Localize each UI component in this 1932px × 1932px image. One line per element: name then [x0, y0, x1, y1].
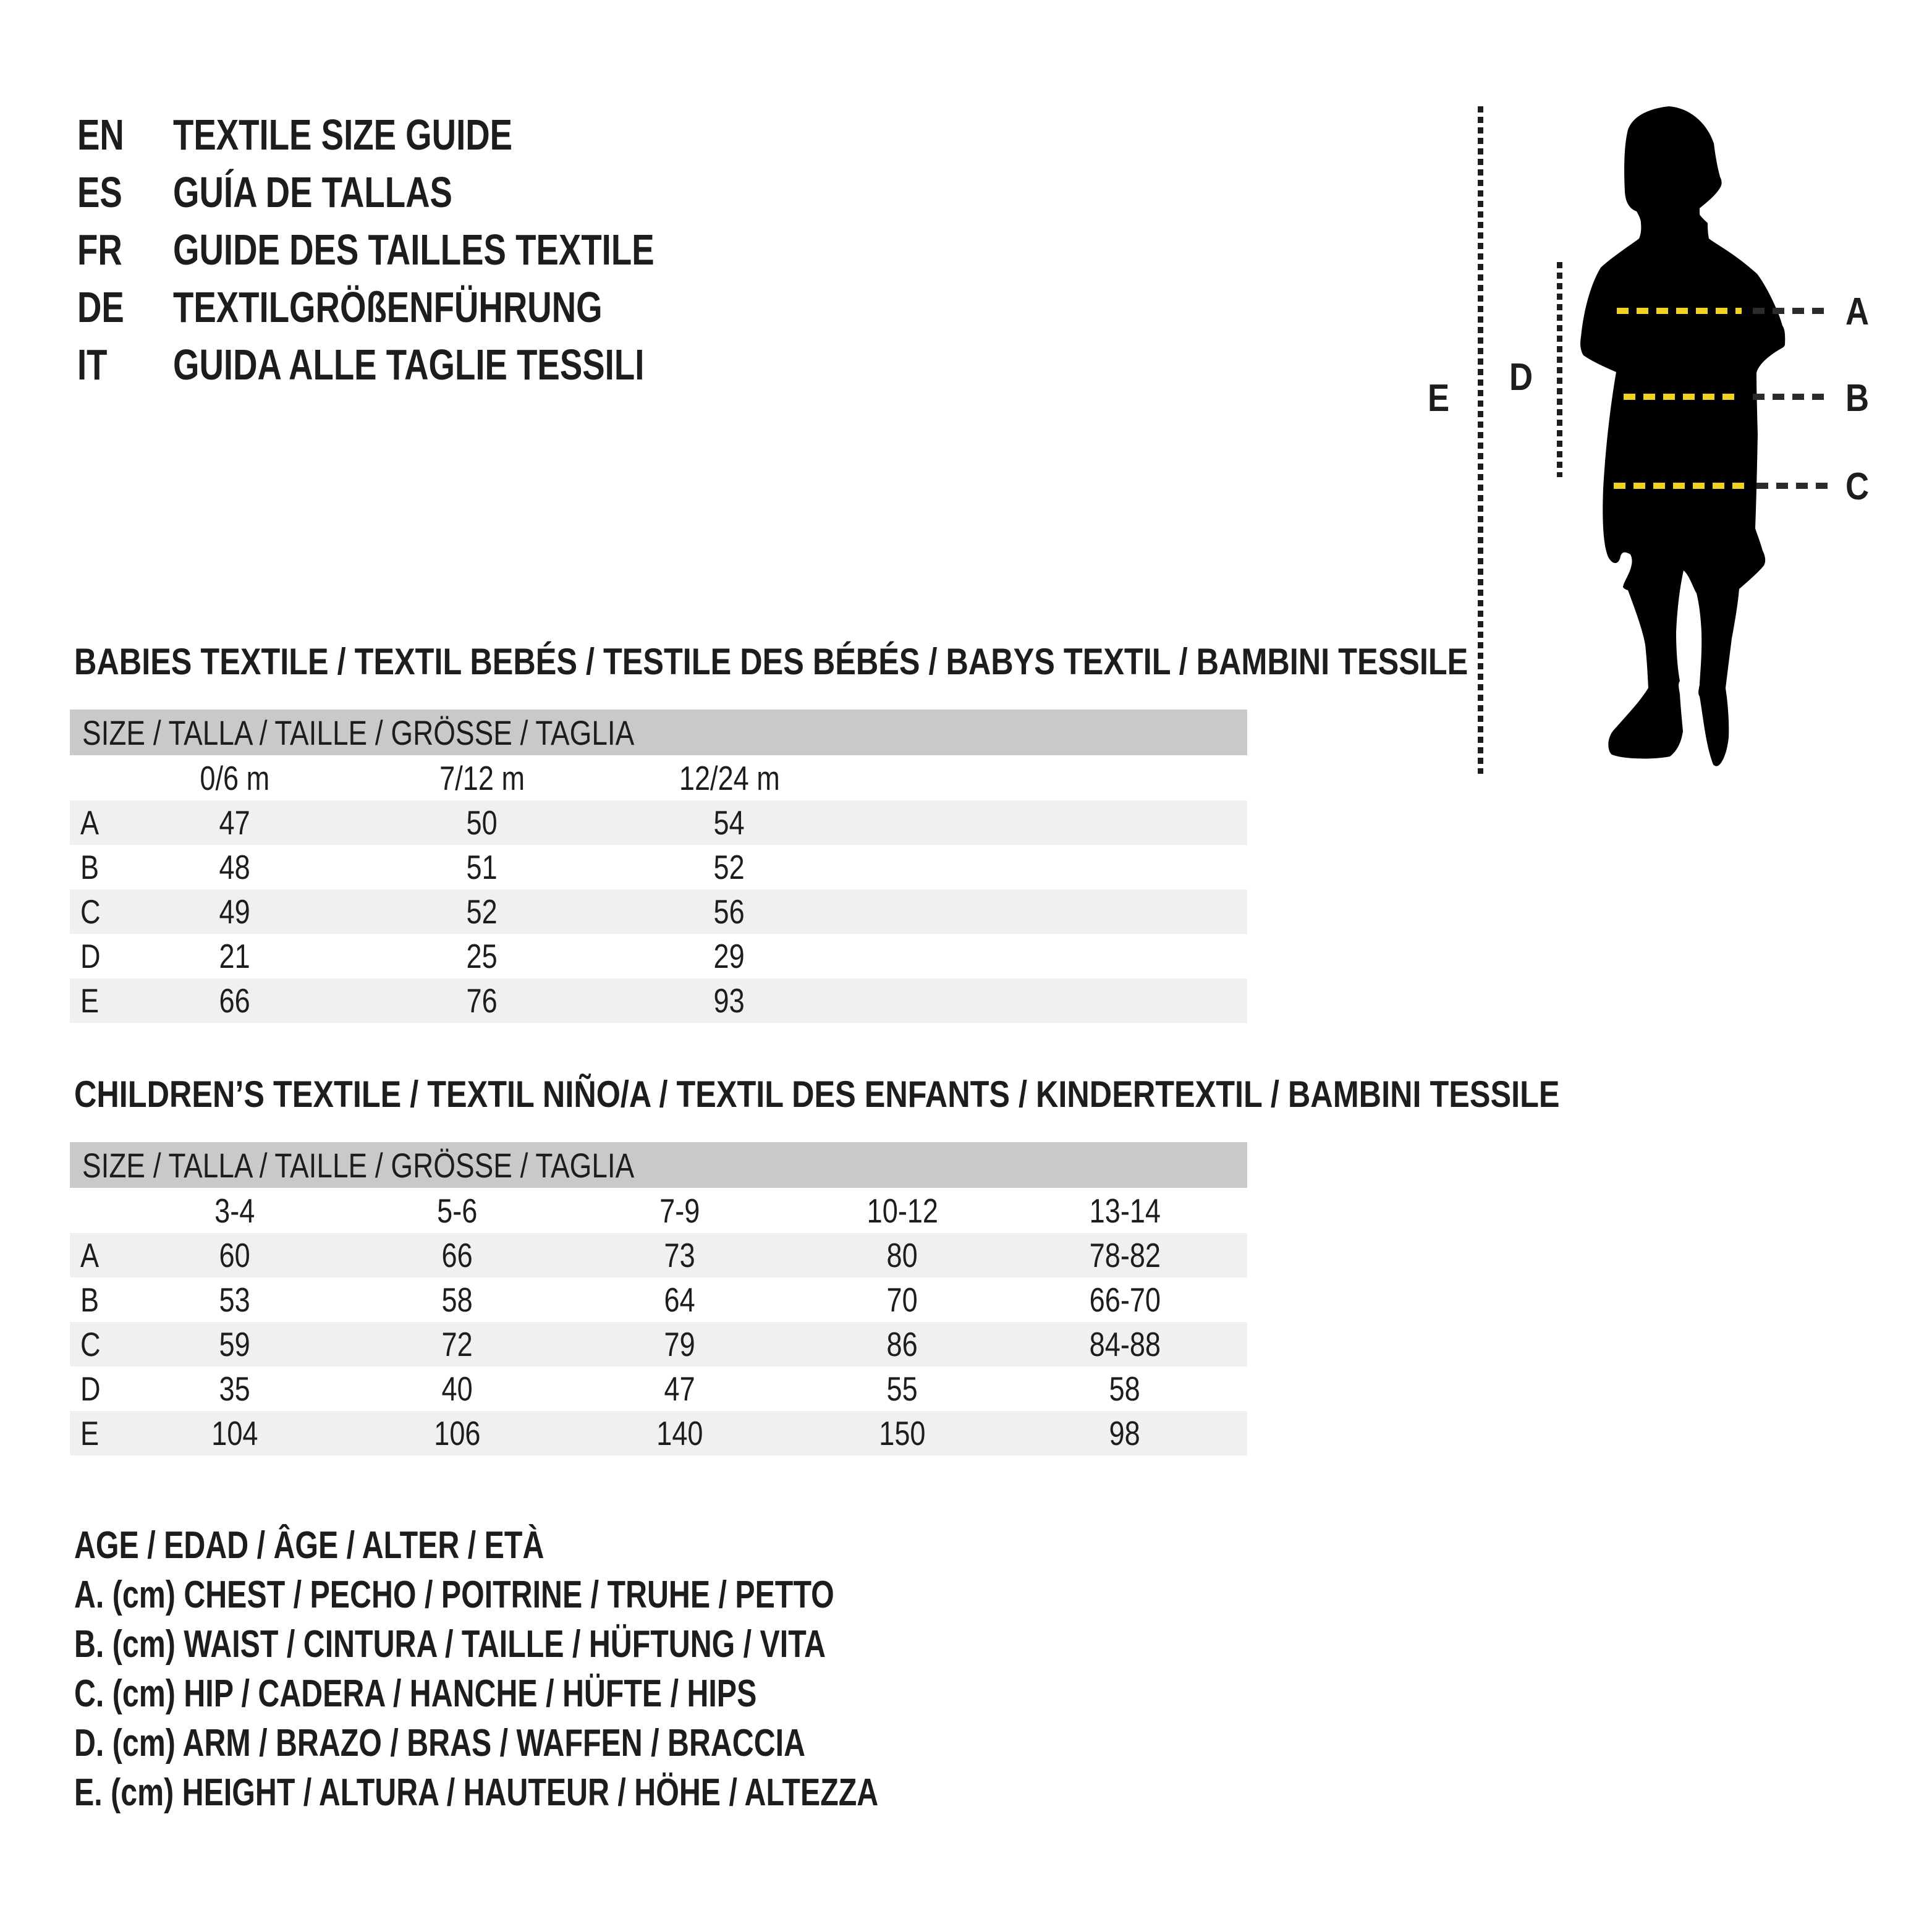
lang-row-es [77, 163, 790, 221]
hip-line-yellow-c [1614, 483, 1752, 489]
legend-arm-d: D. (cm) ARM / BRAZO / BRAS / WAFFEN / BRACCIA [74, 1721, 806, 1765]
children-col-7-9: 7-9 [659, 1192, 700, 1230]
babies-col-7-12m: 7/12 m [439, 759, 525, 797]
babies-table-row-d: D 21 25 29 [80, 937, 745, 975]
page-title-it: GUIDA ALLE TAGLIE TESSILI [173, 340, 645, 389]
lang-row-de [77, 278, 790, 336]
babies-col-0-6m: 0/6 m [200, 759, 270, 797]
babies-col-12-24m: 12/24 m [679, 759, 780, 797]
children-table-row-a: A 60 66 73 80 78-82 [70, 1233, 1247, 1277]
waist-line-dark-b [1753, 394, 1828, 400]
page-title-fr: GUIDE DES TAILLES TEXTILE [173, 225, 655, 274]
children-table-row-d: D 35 40 47 55 58 [80, 1370, 1141, 1408]
legend-height-e: E. (cm) HEIGHT / ALTURA / HAUTEUR / HÖHE / ALTEZZA [74, 1771, 879, 1814]
children-col-13-14: 13-14 [1089, 1192, 1161, 1230]
children-size-header-bar: SIZE / TALLA / TAILLE / GRÖSSE / TAGLIA [70, 1142, 1247, 1188]
figure-label-a: A [1845, 290, 1870, 333]
measurement-legend [74, 1520, 1105, 1817]
chest-line-yellow-a [1617, 308, 1742, 314]
children-col-3-4: 3-4 [214, 1192, 255, 1230]
figure-label-e: E [1428, 377, 1450, 420]
lang-code-it: IT [77, 340, 108, 389]
babies-section-heading: BABIES TEXTILE / TEXTIL BEBÉS / TESTILE DES BÉBÉS / BABYS TEXTIL / BAMBINI TESSILE [74, 641, 1468, 682]
babies-table-row-e: E 66 76 93 [70, 978, 1247, 1023]
page-title-es: GUÍA DE TALLAS [173, 167, 452, 216]
lang-row-it [77, 336, 790, 393]
lang-row-en [77, 106, 790, 163]
lang-code-es: ES [77, 167, 122, 216]
babies-table-row-c: C 49 52 56 [70, 889, 1247, 934]
children-col-10-12: 10-12 [866, 1192, 938, 1230]
children-table-row-c: C 59 72 79 86 84-88 [70, 1322, 1247, 1366]
page-title: TEXTILE SIZE GUIDE [173, 110, 513, 159]
children-col-5-6: 5-6 [437, 1192, 478, 1230]
children-table-row-e: E 104 106 140 150 98 [70, 1411, 1247, 1455]
babies-table-row-b: B 48 51 52 [80, 848, 745, 886]
babies-column-header-row [70, 756, 1247, 800]
children-section-heading: CHILDREN’S TEXTILE / TEXTIL NIÑO/A / TEXTIL DES ENFANTS / KINDERTEXTIL / BAMBINI TESSILE [74, 1074, 1560, 1115]
arm-measure-line-d [1557, 262, 1562, 477]
legend-age: AGE / EDAD / ÂGE / ALTER / ETÀ [74, 1523, 544, 1567]
page-title-de: TEXTILGRÖßENFÜHRUNG [173, 282, 603, 331]
legend-hip-c: C. (cm) HIP / CADERA / HANCHE / HÜFTE / HIPS [74, 1672, 757, 1715]
figure-label-c: C [1845, 465, 1870, 508]
waist-line-yellow-b [1624, 394, 1737, 400]
figure-label-b: B [1845, 377, 1870, 420]
chest-line-dark-a [1753, 308, 1828, 314]
hip-line-dark-c [1756, 483, 1828, 489]
figure-label-d: D [1509, 356, 1533, 399]
title-language-list [77, 106, 790, 393]
babies-table-row-a: A 47 50 54 [70, 800, 1247, 845]
lang-code-fr: FR [77, 225, 122, 274]
legend-waist-b: B. (cm) WAIST / CINTURA / TAILLE / HÜFTUNG / VITA [74, 1622, 826, 1666]
legend-chest-a: A. (cm) CHEST / PECHO / POITRINE / TRUHE / PETTO [74, 1573, 834, 1616]
children-column-header-row [70, 1189, 1247, 1232]
babies-size-header-bar: SIZE / TALLA / TAILLE / GRÖSSE / TAGLIA [70, 710, 1247, 755]
lang-code-de: DE [77, 282, 124, 331]
children-table-row-b: B 53 58 64 70 66-70 [80, 1281, 1161, 1319]
lang-code-en: EN [77, 110, 124, 159]
lang-row-fr [77, 221, 790, 278]
